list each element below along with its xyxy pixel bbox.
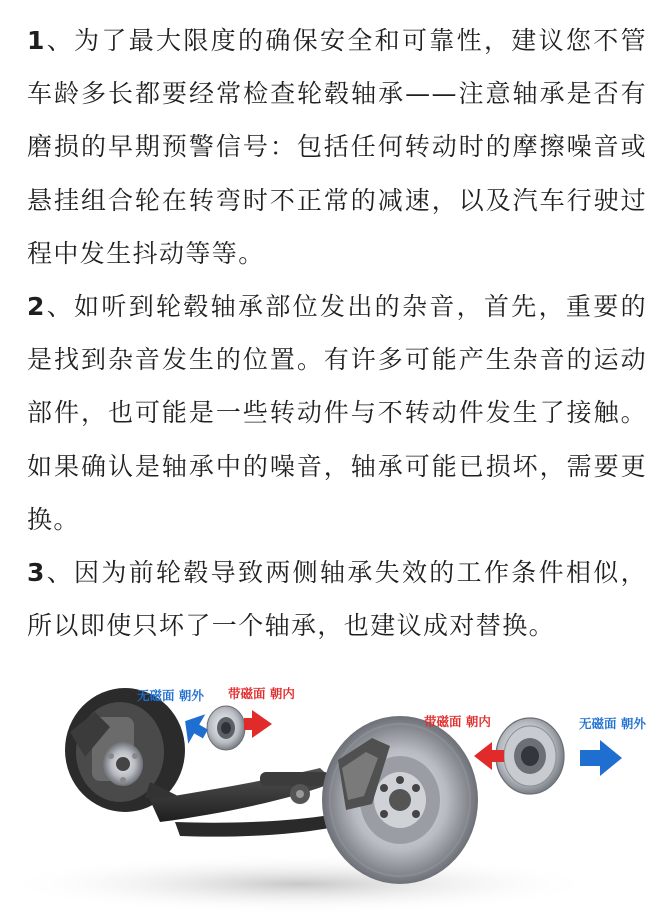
left-inner-label: 带磁面 朝内: [228, 686, 295, 701]
paragraph-number: 1: [27, 26, 46, 55]
right-bearing: [496, 718, 564, 794]
right-inner-label: 带磁面 朝内: [424, 714, 491, 729]
paragraph-3: [27, 546, 647, 652]
left-inner-arrow: [244, 710, 272, 738]
left-bearing: [207, 706, 245, 750]
wheel-hub-bearing-illustration: [0, 672, 667, 915]
article-body: [27, 14, 647, 652]
paragraph-number: 3: [27, 558, 46, 588]
right-outer-arrow: [580, 740, 622, 776]
right-brake-assembly: [322, 716, 478, 884]
bearing-diagram: [0, 672, 667, 915]
paragraph-1: [27, 14, 647, 280]
paragraph-text: 、如听到轮毂轴承部位发出的杂音，首先，重要的是找到杂音发生的位置。有许多可能产生杂音的运动部件，也可能是一些转动件与不转动件发生了接触。如果确认是轴承中的噪音，轴承可能已损坏，需要更换。: [27, 292, 647, 534]
paragraph-2: [27, 280, 647, 546]
left-outer-label: 无磁面 朝外: [137, 688, 204, 703]
paragraph-text: 、因为前轮毂导致两侧轴承失效的工作条件相似，所以即使只坏了一个轴承，也建议成对替换。: [27, 558, 647, 641]
suspension-arm: [150, 768, 348, 837]
paragraph-number: 2: [27, 292, 46, 322]
floor-shadow: [0, 854, 600, 914]
paragraph-text: 、为了最大限度的确保安全和可靠性，建议您不管车龄多长都要经常检查轮毂轴承——注意轴承是否有磨损的早期预警信号：包括任何转动时的摩擦噪音或悬挂组合轮在转弯时不正常的减速，以及汽车行驶过程中发生抖动等等。: [27, 26, 647, 268]
right-outer-label: 无磁面 朝外: [579, 716, 646, 731]
